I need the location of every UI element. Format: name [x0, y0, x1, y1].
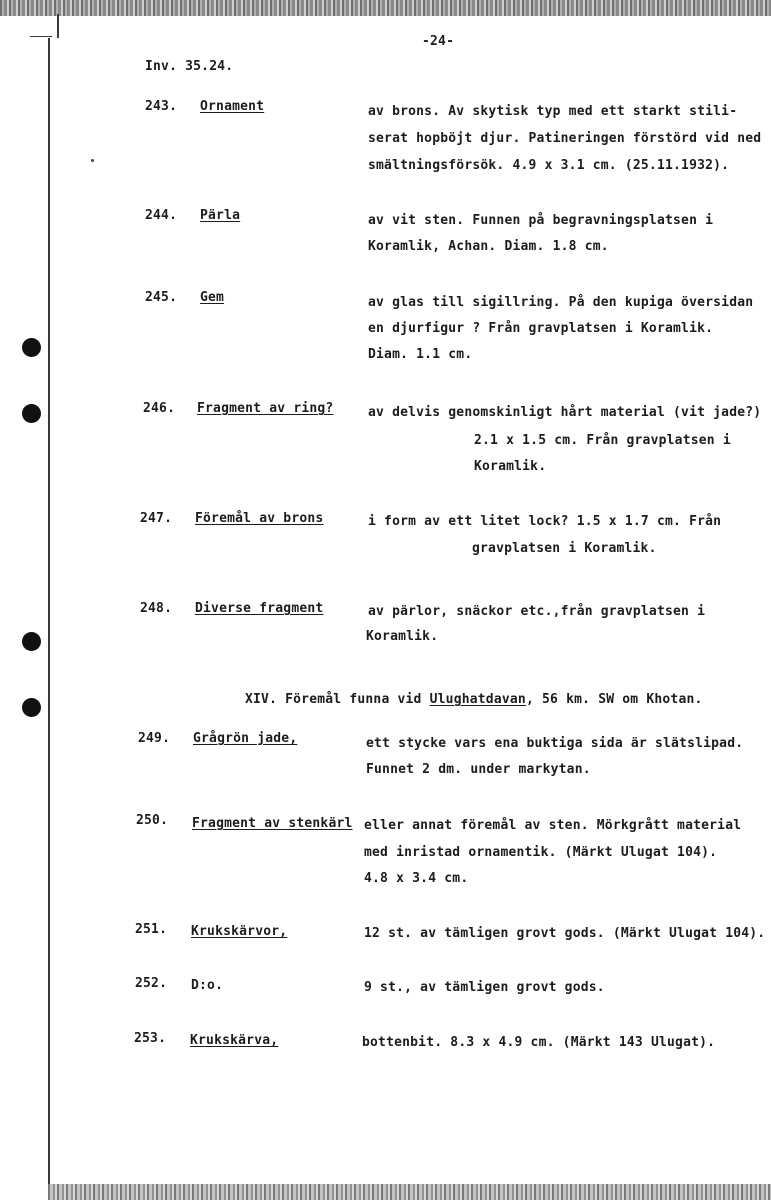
sheet-left-edge: [48, 38, 50, 1188]
entry-desc-line: smältningsförsök. 4.9 x 3.1 cm. (25.11.1932).: [368, 158, 730, 173]
entry-desc-line: 9 st., av tämligen grovt gods.: [364, 980, 605, 995]
entry-desc-line: av delvis genomskinligt hårt material (vit jade?): [368, 405, 762, 420]
page-number: -24-: [422, 34, 455, 49]
scan-speck: [91, 159, 94, 162]
entry-number: 245.: [145, 290, 178, 305]
section-heading-prefix: XIV. Föremål funna vid: [245, 692, 430, 707]
entry-desc-line: 2.1 x 1.5 cm. Från gravplatsen i: [474, 433, 731, 448]
entry-desc-line: en djurfigur ? Från gravplatsen i Koramlik.: [368, 321, 714, 336]
entry-number: 246.: [143, 401, 176, 416]
entry-number: 250.: [136, 813, 169, 828]
entry-title: Krukskärvor,: [191, 924, 288, 939]
entry-number: 247.: [140, 511, 173, 526]
entry-desc-line: serat hopböjt djur. Patineringen förstörd vid ned: [368, 131, 762, 146]
sheet-top-edge: [30, 36, 52, 37]
entry-title: Gem: [200, 290, 225, 305]
entry-title: Föremål av brons: [195, 511, 324, 526]
entry-title: Ornament: [200, 99, 265, 114]
entry-title: D:o.: [191, 978, 224, 993]
entry-number: 244.: [145, 208, 178, 223]
section-heading-place: Ulughatdavan: [429, 692, 526, 707]
entry-desc-line: i form av ett litet lock? 1.5 x 1.7 cm. Från: [368, 514, 722, 529]
scan-edge-top: [0, 0, 771, 16]
scan-edge-bottom: [48, 1184, 771, 1200]
entry-number: 249.: [138, 731, 171, 746]
punch-hole: [22, 632, 41, 651]
entry-number: 252.: [135, 976, 168, 991]
entry-desc-line: Funnet 2 dm. under markytan.: [366, 762, 591, 777]
inventory-ref: Inv. 35.24.: [145, 59, 234, 74]
entry-title: Diverse fragment: [195, 601, 324, 616]
entry-number: 248.: [140, 601, 173, 616]
entry-desc-line: Koramlik, Achan. Diam. 1.8 cm.: [368, 239, 609, 254]
entry-title: Fragment av stenkärl: [192, 816, 353, 831]
entry-desc-line: gravplatsen i Koramlik.: [472, 541, 657, 556]
entry-desc-line: av glas till sigillring. På den kupiga översidan: [368, 295, 754, 310]
entry-number: 253.: [134, 1031, 167, 1046]
entry-desc-line: av pärlor, snäckor etc.,från gravplatsen i: [368, 604, 706, 619]
punch-hole: [22, 698, 41, 717]
entry-desc-line: av vit sten. Funnen på begravningsplatsen i: [368, 213, 714, 228]
entry-desc-line: 4.8 x 3.4 cm.: [364, 871, 469, 886]
sheet-corner-mark: [57, 14, 59, 38]
punch-hole: [22, 338, 41, 357]
entry-desc-line: ett stycke vars ena buktiga sida är slätslipad.: [366, 736, 744, 751]
entry-desc-line: 12 st. av tämligen grovt gods. (Märkt Ulugat 104).: [364, 926, 766, 941]
section-heading-suffix: , 56 km. SW om Khotan.: [525, 692, 703, 707]
entry-title: Pärla: [200, 208, 241, 223]
entry-desc-line: av brons. Av skytisk typ med ett starkt stili-: [368, 104, 738, 119]
entry-desc-line: Diam. 1.1 cm.: [368, 347, 473, 362]
entry-desc-line: eller annat föremål av sten. Mörkgrått material: [364, 818, 742, 833]
punch-hole: [22, 404, 41, 423]
entry-desc-line: bottenbit. 8.3 x 4.9 cm. (Märkt 143 Ulugat).: [362, 1035, 716, 1050]
entry-desc-line: Koramlik.: [366, 629, 439, 644]
entry-number: 243.: [145, 99, 178, 114]
entry-number: 251.: [135, 922, 168, 937]
section-heading: [245, 692, 703, 708]
entry-title: Krukskärva,: [190, 1033, 279, 1048]
entry-desc-line: Koramlik.: [474, 459, 547, 474]
entry-desc-line: med inristad ornamentik. (Märkt Ulugat 104).: [364, 845, 718, 860]
entry-title: Grågrön jade,: [193, 731, 298, 746]
entry-title: Fragment av ring?: [197, 401, 334, 416]
